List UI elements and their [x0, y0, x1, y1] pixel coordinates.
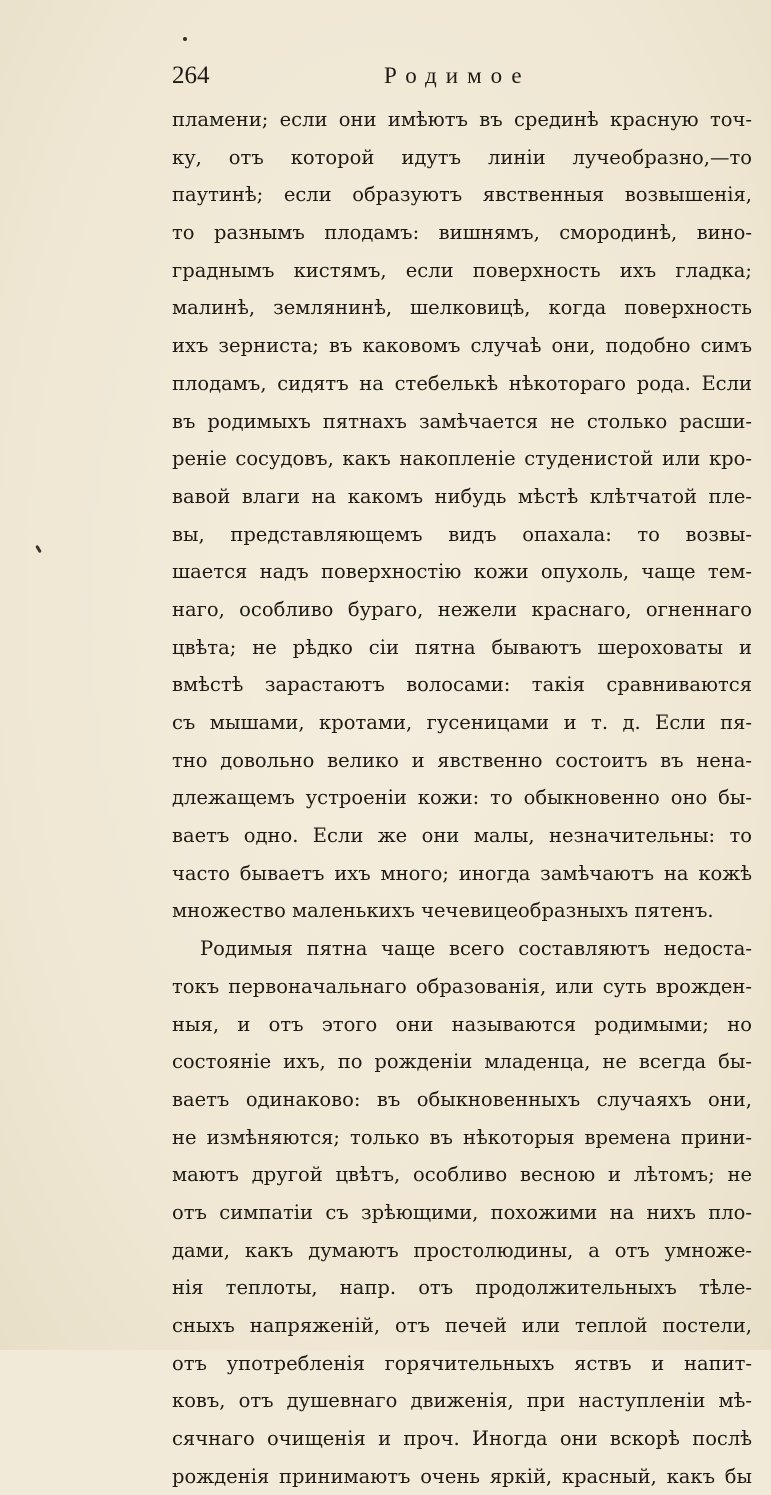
text-line: въ родимыхъ пятнахъ замѣчается не столько расши- — [172, 409, 752, 433]
text-line: рожденія принимаютъ очень яркій, красный, какъ бы — [172, 1464, 752, 1488]
text-line: сныхъ напряженій, отъ печей или теплой постели, — [172, 1314, 752, 1337]
text-line: нія теплоты, напр. отъ продолжительныхъ тѣле- — [172, 1276, 752, 1300]
text-line: вмѣстѣ зарастаютъ волосами: такія сравниваются — [172, 673, 752, 697]
text-line: не измѣняются; только въ нѣкоторыя времена прини- — [172, 1125, 752, 1149]
text-line: вы, представляющемъ видъ опахала: то возвы- — [172, 522, 752, 546]
text-line: тно довольно велико и явственно состоитъ въ нена- — [172, 748, 752, 772]
page-number: 264 — [172, 62, 210, 89]
text-line: то разнымъ плодамъ: вишнямъ, смородинѣ, вино- — [172, 221, 752, 245]
paragraph-start-line: Родимыя пятна чаще всего составляютъ недоста- — [200, 937, 752, 961]
text-line: ку, отъ которой идутъ линіи лучеобразно,—то — [172, 145, 752, 169]
text-line: токъ первоначальнаго образованія, или суть врожден- — [172, 974, 752, 998]
paragraph-end-line: множество маленькихъ чечевицеобразныхъ пятенъ. — [172, 899, 714, 923]
text-line: вавой влаги на какомъ нибудь мѣстѣ клѣтчатой плe- — [172, 484, 752, 508]
text-line: маютъ другой цвѣтъ, особливо весною и лѣтомъ; не — [172, 1163, 752, 1187]
text-line: отъ симпатіи съ зрѣющими, похожими на нихъ пло- — [172, 1200, 752, 1224]
text-line: состояніе ихъ, по рожденіи младенца, не всегда бы- — [172, 1050, 752, 1074]
text-line: длежащемъ устроеніи кожи: то обыкновенно оно бы- — [172, 786, 752, 810]
ink-speck — [183, 37, 187, 41]
running-title: Родимое — [384, 63, 531, 88]
ink-speck — [35, 545, 42, 553]
text-line: съ мышами, кротами, гусеницами и т. д. Если пя- — [172, 711, 752, 734]
text-line: малинѣ, землянинѣ, шелковицѣ, когда поверхность — [172, 296, 752, 320]
text-line: пламени; если они имѣютъ въ срединѣ красную точ- — [172, 108, 752, 131]
body-text — [172, 101, 752, 1495]
text-line: отъ употребленія горячительныхъ яствъ и напит- — [172, 1351, 752, 1375]
text-line: ныя, и отъ этого они называются родимыми; но — [172, 1012, 752, 1036]
text-line: сячнаго очищенія и проч. Иногда они вскорѣ послѣ — [172, 1427, 752, 1451]
text-line: дами, какъ думаютъ простолюдины, а отъ умноже- — [172, 1238, 752, 1262]
text-line: паутинѣ; если образуютъ явственныя возвышенія, — [172, 183, 752, 207]
text-line: граднымъ кистямъ, если поверхность ихъ гладка; — [172, 258, 752, 282]
text-line: цвѣта; не рѣдко сіи пятна бываютъ шероховаты и — [172, 635, 752, 659]
text-line: наго, особливо бураго, нежели краснаго, огненнаго — [172, 597, 752, 621]
text-line: плодамъ, сидятъ на стебелькѣ нѣкотораго рода. Если — [172, 371, 752, 395]
text-line: ковъ, отъ душевнаго движенія, при наступленіи мѣ- — [172, 1389, 752, 1413]
text-line: ихъ зерниста; въ каковомъ случаѣ они, подобно симъ — [172, 334, 752, 358]
text-line: реніе сосудовъ, какъ накопленіе студенистой или кро- — [172, 447, 752, 471]
text-line: ваетъ одно. Если же они малы, незначительны: то — [172, 824, 752, 848]
text-line: часто бываетъ ихъ много; иногда замѣчаютъ на кожѣ — [172, 861, 752, 885]
text-line: ваетъ одинаково: въ обыкновенныхъ случаяхъ они, — [172, 1087, 752, 1111]
text-line: шается надъ поверхностію кожи опухоль, чаще тем- — [172, 560, 752, 584]
page-header — [172, 58, 752, 94]
